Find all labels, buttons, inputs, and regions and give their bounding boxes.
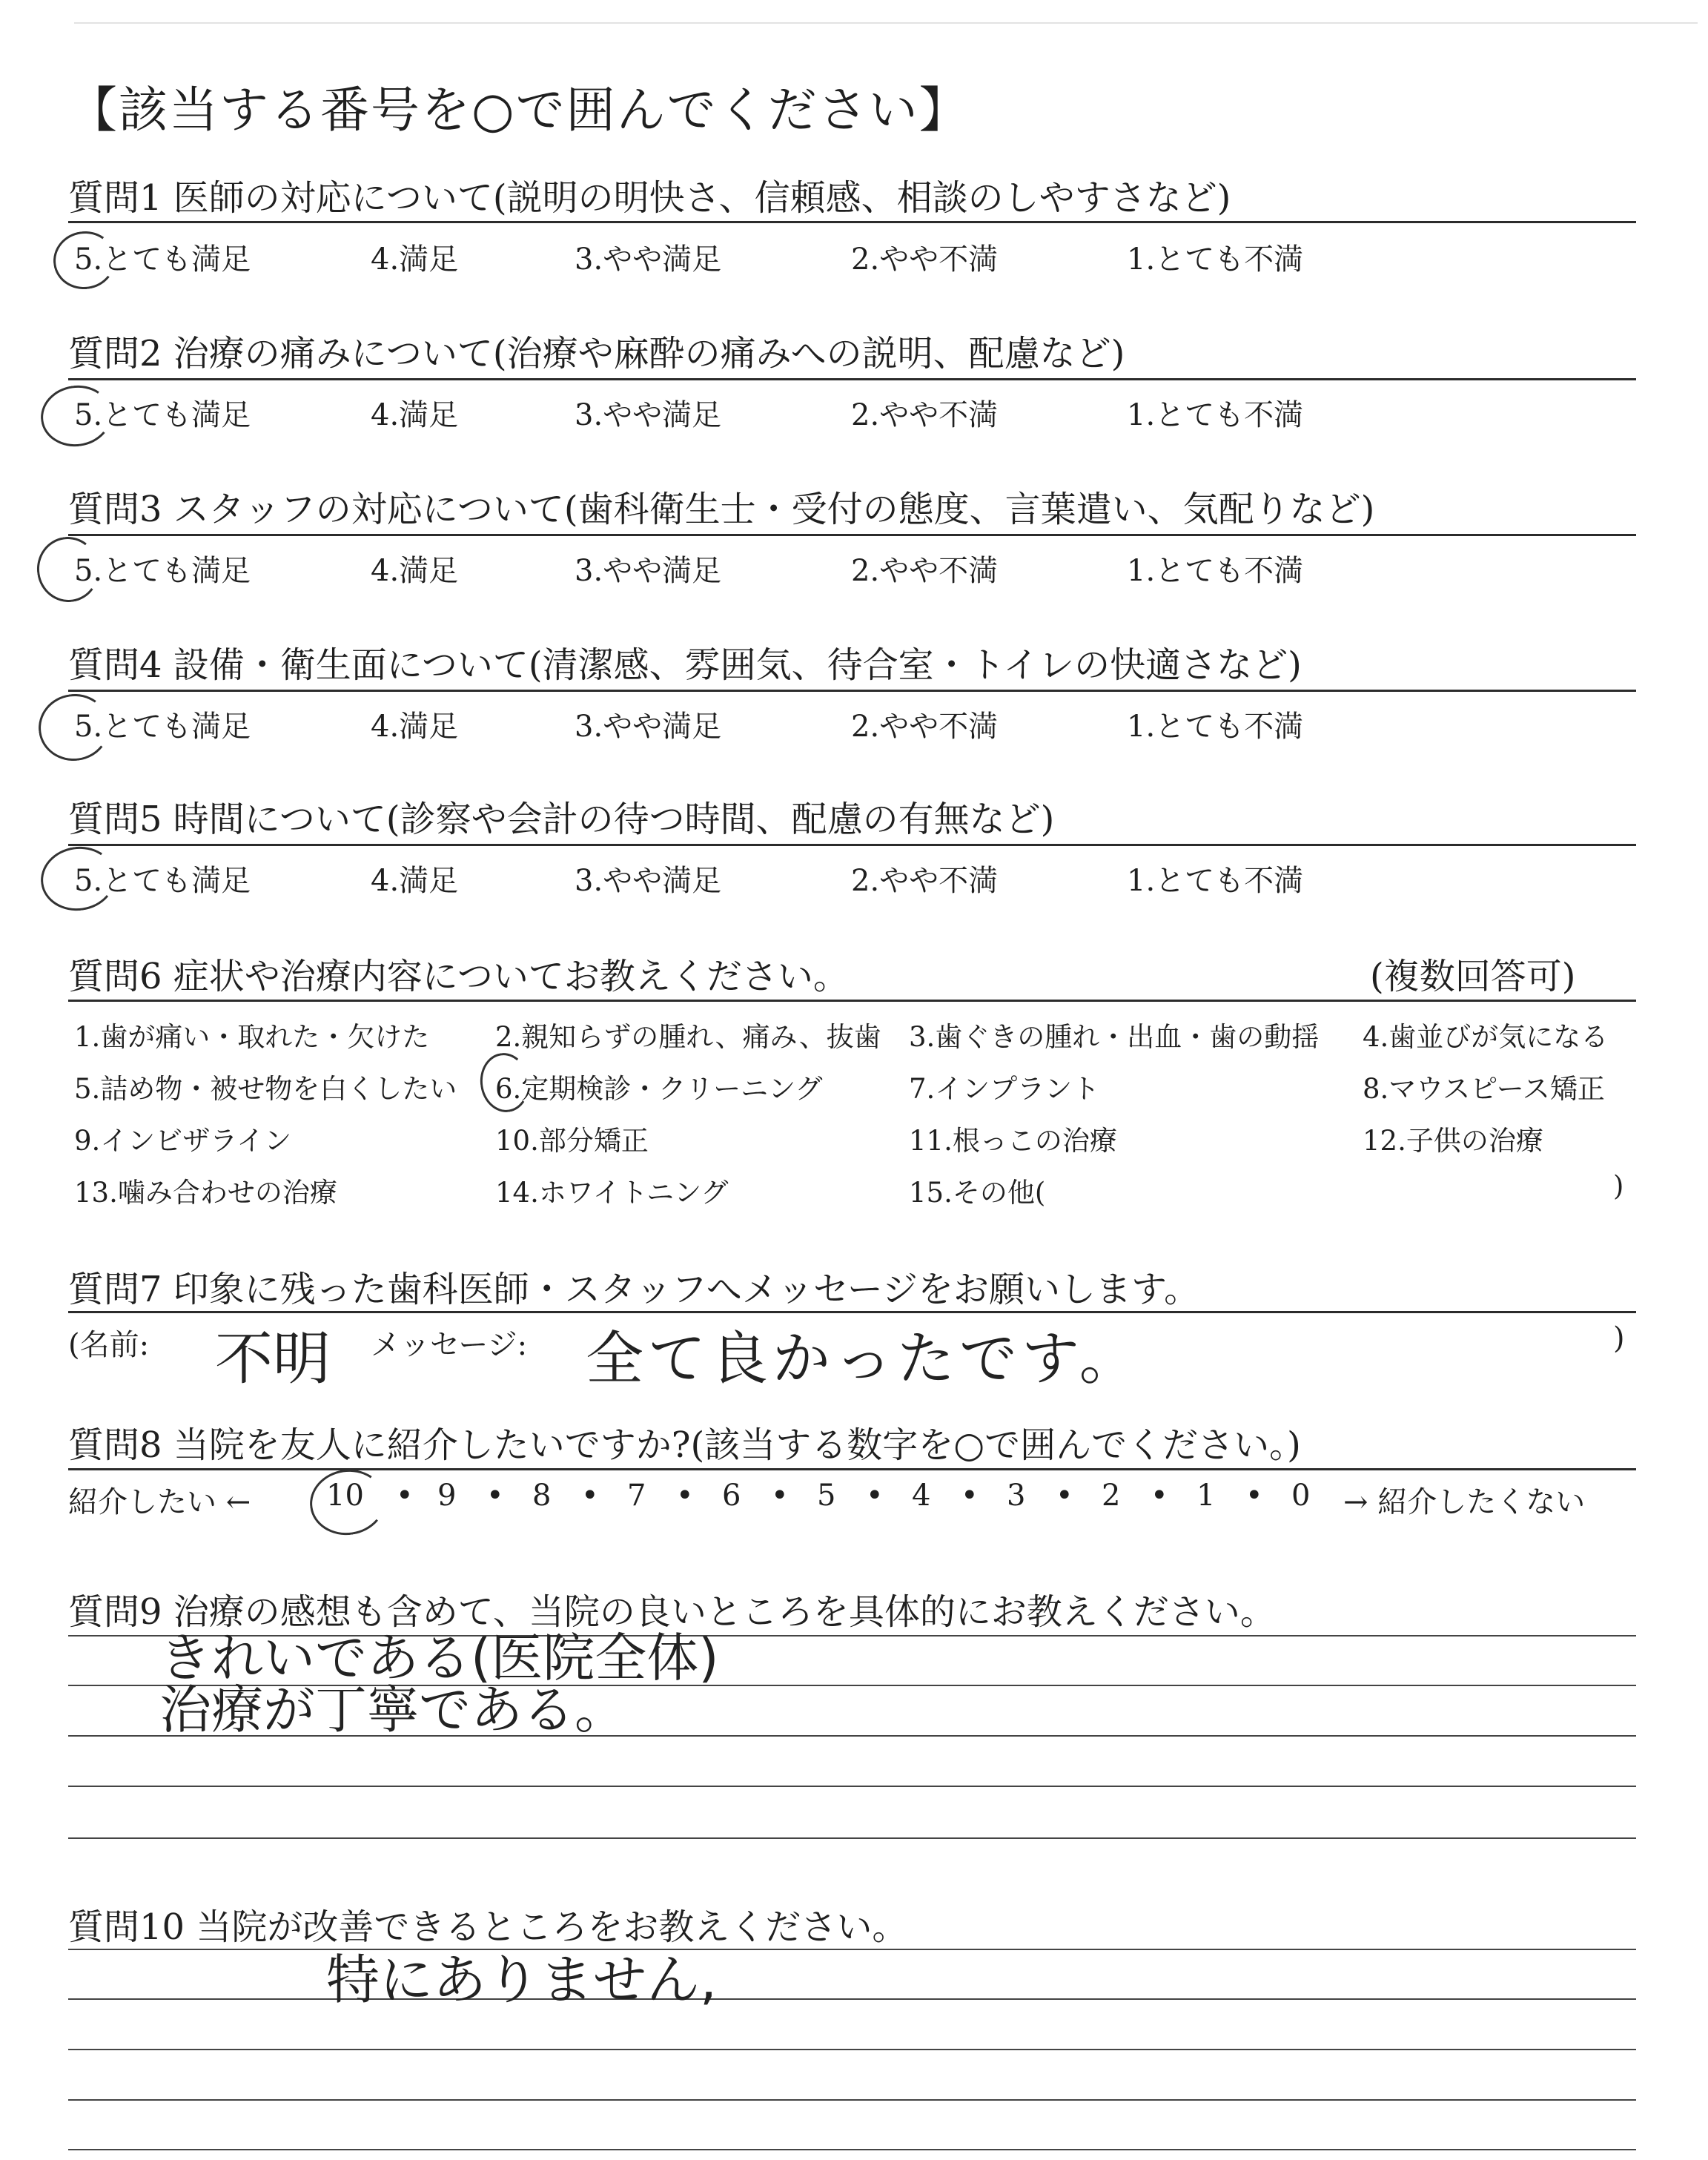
option-1[interactable]: 1.とても不満 xyxy=(1127,710,1304,744)
symptom-option-2[interactable]: 2.親知らずの腫れ、痛み、抜歯 xyxy=(495,1021,881,1053)
option-3[interactable]: 3.やや満足 xyxy=(575,398,722,432)
scale-8[interactable]: 8 xyxy=(532,1479,552,1513)
option-4[interactable]: 4.満足 xyxy=(371,398,459,432)
question-3-rule xyxy=(68,534,1636,536)
scale-separator: • xyxy=(486,1479,504,1513)
scale-separator: • xyxy=(1151,1479,1168,1513)
option-4[interactable]: 4.満足 xyxy=(371,710,459,744)
scale-separator: • xyxy=(581,1479,599,1513)
question-9-title: 質問9 治療の感想も含めて、当院の良いところを具体的にお教えください。 xyxy=(68,1591,1276,1633)
option-1[interactable]: 1.とても不満 xyxy=(1127,554,1304,588)
write-line xyxy=(68,2099,1636,2101)
name-label: (名前: xyxy=(68,1328,150,1362)
symptom-option-13[interactable]: 13.噛み合わせの治療 xyxy=(74,1177,337,1209)
question-5-title: 質問5 時間について(診察や会計の待つ時間、配慮の有無など) xyxy=(68,799,1055,840)
scale-5[interactable]: 5 xyxy=(817,1479,836,1513)
option-2[interactable]: 2.やや不満 xyxy=(851,710,999,744)
scale-6[interactable]: 6 xyxy=(722,1479,741,1513)
question-4-title: 質問4 設備・衛生面について(清潔感、雰囲気、待合室・トイレの快適さなど) xyxy=(68,644,1302,686)
symptom-option-15[interactable]: 15.その他( xyxy=(909,1177,1046,1209)
question-2-title: 質問2 治療の痛みについて(治療や麻酔の痛みへの説明、配慮など) xyxy=(68,333,1125,374)
symptom-option-8[interactable]: 8.マウスピース矯正 xyxy=(1363,1073,1605,1105)
message-value[interactable]: 全て良かったです。 xyxy=(586,1326,1142,1393)
symptom-option-6[interactable]: 6.定期検診・クリーニング xyxy=(495,1073,823,1105)
option-3[interactable]: 3.やや満足 xyxy=(575,554,722,588)
question-1-title: 質問1 医師の対応について(説明の明快さ、信頼感、相談のしやすさなど) xyxy=(68,177,1231,219)
option-2[interactable]: 2.やや不満 xyxy=(851,242,999,277)
option-2[interactable]: 2.やや不満 xyxy=(851,864,999,898)
scale-separator: • xyxy=(771,1479,789,1513)
write-line xyxy=(68,2049,1636,2050)
question-8-title: 質問8 当院を友人に紹介したいですか?(該当する数字を○で囲んでください。) xyxy=(68,1424,1301,1466)
scale-separator: • xyxy=(961,1479,979,1513)
question-3-title: 質問3 スタッフの対応について(歯科衛生士・受付の態度、言葉遣い、気配りなど) xyxy=(68,489,1375,530)
option-3[interactable]: 3.やや満足 xyxy=(575,242,722,277)
scale-separator: • xyxy=(866,1479,884,1513)
symptom-option-5[interactable]: 5.詰め物・被せ物を白くしたい xyxy=(74,1073,457,1105)
message-label: メッセージ: xyxy=(371,1328,528,1362)
symptom-option-3[interactable]: 3.歯ぐきの腫れ・出血・歯の動揺 xyxy=(909,1021,1320,1053)
question-8-rule xyxy=(68,1468,1636,1470)
option-3[interactable]: 3.やや満足 xyxy=(575,864,722,898)
scale-separator: • xyxy=(676,1479,694,1513)
good-points-answer-1[interactable]: きれいである(医院全体) xyxy=(159,1628,719,1688)
symptom-option-14[interactable]: 14.ホワイトニング xyxy=(495,1177,729,1209)
question-6-title: 質問6 症状や治療内容についてお教えください。 xyxy=(68,956,849,997)
page-header: 【該当する番号を○で囲んでください】 xyxy=(68,82,970,139)
recommend-left-label: 紹介したい ← xyxy=(68,1485,251,1519)
scale-1[interactable]: 1 xyxy=(1196,1479,1216,1513)
write-line xyxy=(68,2149,1636,2150)
symptom-option-7[interactable]: 7.インプラント xyxy=(909,1073,1100,1105)
option-5[interactable]: 5.とても満足 xyxy=(74,398,251,432)
scale-2[interactable]: 2 xyxy=(1102,1479,1121,1513)
recommend-right-label: → 紹介したくない xyxy=(1343,1485,1586,1519)
option-1[interactable]: 1.とても不満 xyxy=(1127,242,1304,277)
option-4[interactable]: 4.満足 xyxy=(371,242,459,277)
symptom-option-4[interactable]: 4.歯並びが気になる xyxy=(1363,1021,1609,1053)
write-line xyxy=(68,1998,1636,2000)
scale-10[interactable]: 10 xyxy=(326,1479,364,1513)
question-1-rule xyxy=(68,221,1636,223)
symptom-option-11[interactable]: 11.根っこの治療 xyxy=(909,1125,1117,1157)
option-5[interactable]: 5.とても満足 xyxy=(74,864,251,898)
write-line xyxy=(68,1949,1636,1950)
symptom-option-15-close: ) xyxy=(1613,1170,1624,1202)
scale-0[interactable]: 0 xyxy=(1291,1479,1311,1513)
scale-separator: • xyxy=(396,1479,414,1513)
good-points-answer-2[interactable]: 治療が丁寧である。 xyxy=(159,1680,626,1740)
question-6-note: (複数回答可) xyxy=(1370,956,1576,997)
scale-4[interactable]: 4 xyxy=(912,1479,931,1513)
option-4[interactable]: 4.満足 xyxy=(371,554,459,588)
question-5-rule xyxy=(68,844,1636,846)
scale-separator: • xyxy=(1245,1479,1263,1513)
symptom-option-12[interactable]: 12.子供の治療 xyxy=(1363,1125,1543,1157)
question-7-title: 質問7 印象に残った歯科医師・スタッフへメッセージをお願いします。 xyxy=(68,1269,1200,1310)
option-1[interactable]: 1.とても不満 xyxy=(1127,864,1304,898)
name-value[interactable]: 不明 xyxy=(215,1326,331,1393)
option-5[interactable]: 5.とても満足 xyxy=(74,242,251,277)
option-2[interactable]: 2.やや不満 xyxy=(851,398,999,432)
option-1[interactable]: 1.とても不満 xyxy=(1127,398,1304,432)
write-line xyxy=(68,1837,1636,1839)
message-close: ) xyxy=(1613,1321,1625,1355)
write-line xyxy=(68,1786,1636,1787)
scale-separator: • xyxy=(1056,1479,1073,1513)
symptom-option-10[interactable]: 10.部分矯正 xyxy=(495,1125,649,1157)
question-4-rule xyxy=(68,690,1636,692)
scale-3[interactable]: 3 xyxy=(1007,1479,1026,1513)
option-5[interactable]: 5.とても満足 xyxy=(74,710,251,744)
top-rule xyxy=(74,22,1698,24)
question-2-rule xyxy=(68,378,1636,380)
scale-7[interactable]: 7 xyxy=(627,1479,646,1513)
symptom-option-1[interactable]: 1.歯が痛い・取れた・欠けた xyxy=(74,1021,430,1053)
option-5[interactable]: 5.とても満足 xyxy=(74,554,251,588)
question-6-rule xyxy=(68,1000,1636,1002)
improvement-answer-1[interactable]: 特にありません, xyxy=(326,1949,717,2011)
option-3[interactable]: 3.やや満足 xyxy=(575,710,722,744)
symptom-option-9[interactable]: 9.インビザライン xyxy=(74,1125,292,1157)
question-10-title: 質問10 当院が改善できるところをお教えください。 xyxy=(68,1906,908,1948)
option-2[interactable]: 2.やや不満 xyxy=(851,554,999,588)
option-4[interactable]: 4.満足 xyxy=(371,864,459,898)
scale-9[interactable]: 9 xyxy=(437,1479,457,1513)
